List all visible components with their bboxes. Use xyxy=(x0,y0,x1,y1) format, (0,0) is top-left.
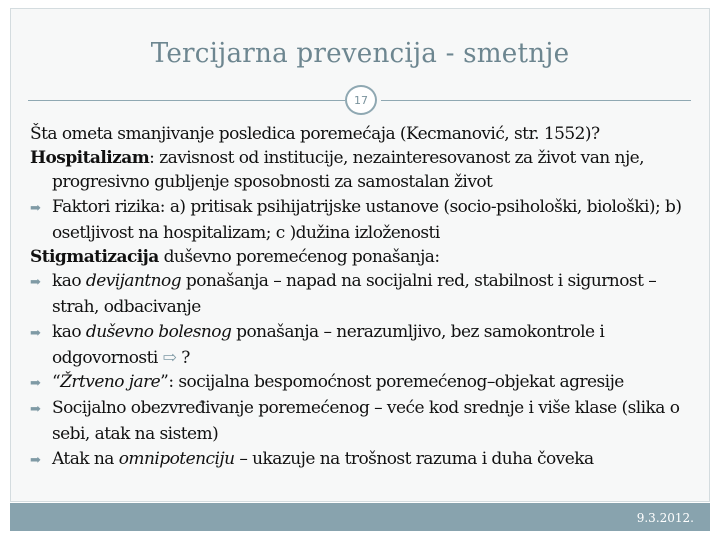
bullet-arrow-icon: ➡ xyxy=(30,376,41,392)
title-divider-left xyxy=(28,100,345,101)
footer-bar xyxy=(10,503,710,531)
term-stigmatizacija: Stigmatizacija xyxy=(30,247,159,268)
item-text-end: ? xyxy=(176,347,190,368)
bullet-arrow-icon: ➡ xyxy=(30,402,41,418)
item-text-italic: Žrtveno jare xyxy=(60,372,161,393)
item-text-suffix: ponašanja – napad na socijalni red, stabilnost i sigurnost – strah, odbacivanje xyxy=(52,271,657,318)
slide-number: 17 xyxy=(354,93,368,107)
item-text: Socijalno obezvređivanje poremećenog – veće kod srednje i više klase (slika o sebi, atak na sistem) xyxy=(52,398,680,445)
question-text: Šta ometa smanjivanje posledica poremećaja (Kecmanović, str. 1552)? xyxy=(30,124,600,144)
item-text-prefix: kao xyxy=(52,321,86,342)
list-item-devijantnog xyxy=(30,269,690,319)
item-text-prefix: Atak na xyxy=(52,448,119,469)
slide-title: Tercijarna prevencija - smetnje xyxy=(150,38,570,69)
hospitalizam-definition: : zavisnost od institucije, nezainteresovanost za život van nje, progresivno gubljenje sposobnosti za samostalan život xyxy=(52,148,645,193)
list-item-risk-factors xyxy=(30,195,690,245)
risk-factors-text: Faktori rizika: a) pritisak psihijatrijske ustanove (socio-psihološki, biološki); b) osetljivost na hospitalizam; c )dužina izloženosti xyxy=(52,196,682,243)
item-text-suffix: – ukazuje na trošnost razuma i duha čoveka xyxy=(234,448,594,469)
item-text-italic: duševno bolesnog xyxy=(85,321,232,342)
item-text-suffix: ponašanja – nerazumljivo, bez samokontrole i odgovornosti xyxy=(52,321,605,368)
title-divider-right xyxy=(381,100,691,101)
term-hospitalizam: Hospitalizam xyxy=(30,148,150,169)
question-line xyxy=(30,122,690,146)
list-item-obezvredjivanje xyxy=(30,396,690,446)
stigmatizacija-line xyxy=(30,245,690,269)
bullet-arrow-icon: ➡ xyxy=(30,275,41,291)
hospitalizam-line xyxy=(30,146,690,194)
bullet-arrow-icon: ➡ xyxy=(30,200,41,216)
list-item-dusevno-bolesnog xyxy=(30,320,690,370)
open-quote: “ xyxy=(52,372,61,393)
slide-number-badge xyxy=(345,85,377,115)
right-arrow-icon: ⇨ xyxy=(162,347,177,368)
item-text-prefix: kao xyxy=(52,271,86,292)
item-text-suffix: ”: socijalna bespomoćnost poremećenog–objekat agresije xyxy=(160,372,624,393)
slide-content xyxy=(30,122,690,473)
bullet-arrow-icon: ➡ xyxy=(30,452,41,468)
stigmatizacija-text: duševno poremećenog ponašanja: xyxy=(158,247,440,268)
footer-date: 9.3.2012. xyxy=(636,511,694,525)
list-item-omnipotencija xyxy=(30,447,690,473)
bullet-arrow-icon: ➡ xyxy=(30,325,41,341)
item-text-italic: devijantnog xyxy=(85,271,182,292)
item-text-italic: omnipotenciju xyxy=(118,448,235,469)
list-item-zrtveno-jare xyxy=(30,370,690,396)
